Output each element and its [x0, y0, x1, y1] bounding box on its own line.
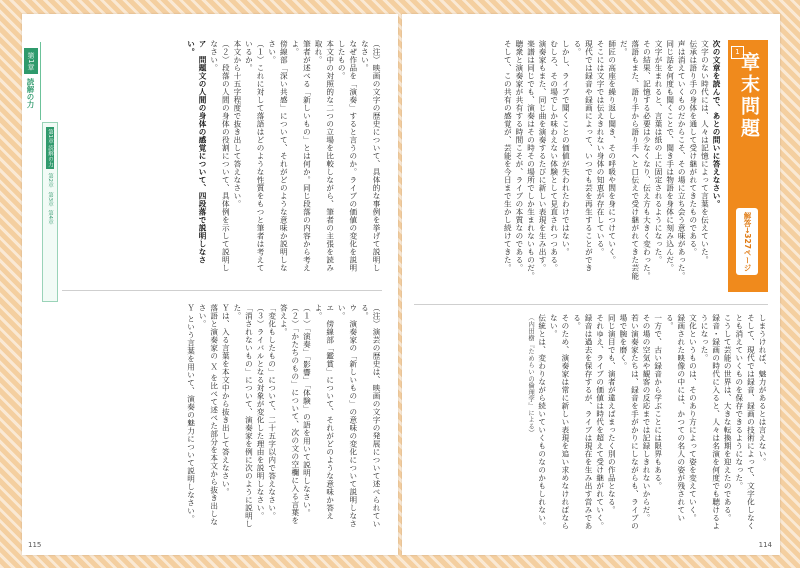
text-line: 文化というものは、そのあり方によって姿を変えていく。 [688, 314, 698, 522]
chapter-nav [42, 122, 58, 302]
text-line: 本文から十五字程度で抜き出して答えなさい。 [232, 40, 242, 208]
text-line: 本文中の対照的な二つの立場を比較しながら、筆者の主張を読み取れ。 [314, 40, 335, 272]
text-line: そのため、演奏家は常に新しい表現を追い求めなければならない。 [549, 314, 570, 530]
text-line: その場の空気や観客の反応までは記録しきれないからだ。 [642, 314, 652, 522]
instruction: 次の文章を読んで、あとの問いに答えなさい。 [712, 40, 721, 208]
right-page [402, 14, 780, 555]
text-line: 文字が生まれると、言葉は紙の上に固定されるようになった。 [654, 40, 664, 264]
text-line: しまうければ、魅力があるとは言えない。 [758, 314, 767, 466]
question-badge: 1 [731, 46, 744, 59]
text-line: 楽譜は同じでも、演奏はその時その場所でしか生まれないものだ。 [526, 40, 536, 280]
text-line: なぜ作品を「演奏」すると言うのか。ライブの価値の変化を説明したもの。 [337, 40, 358, 272]
nav-item-2[interactable]: 第2章 [47, 173, 53, 188]
text-line: 同じ話を何度も聞くことで、聞き手は物語を身体に刻み込んだ。 [665, 40, 675, 272]
text-line: Ｙは、入る言葉を本文中から抜き出して答えなさい。 [221, 304, 231, 496]
text-line: 一方で、古い録音から学ぶことには限界もある。 [653, 314, 663, 490]
text-line: 若い演奏家たちは、録音を手がかりにしながらも、ライブの場で腕を磨く。 [618, 314, 640, 530]
chapter-number: 第1章 [24, 48, 38, 74]
book-spread [22, 14, 780, 555]
nav-item-1[interactable]: 第1章 読解の力 [47, 129, 53, 168]
text-line: むしろ、その場でしか味わえない体験として見直されつつある。 [549, 40, 559, 272]
answer-reference[interactable]: 解答→327ページ [736, 208, 758, 275]
text-line: エ 傍線部「鑑賞」について、それがどのような意味か答えよ。 [314, 304, 335, 520]
chapter-tab[interactable] [22, 42, 41, 120]
text-line: （３）ライバルとなる対象が変化した理由を説明しなさい。 [256, 304, 266, 520]
text-line: 傍線部「深い共感」について、それがどのような意味か説明しなさい。 [267, 40, 289, 272]
chapter-label: 読解の力 [26, 78, 35, 108]
text-line: （２）「かたちのもの」について、次の文の空欄に入る言葉を答えよ。 [279, 304, 300, 525]
text-line: 師匠の高座を繰り返し聞き、その呼吸や間を身につけていく。 [607, 40, 617, 264]
text-line: 声は消えていくものだからこそ、その場に立ち会う意味があった。 [677, 40, 687, 280]
text-line: 伝承は語り手の身体を通して受け継がれてきたものである。 [688, 40, 698, 256]
text-line: ア 問題文の人間の身体の感覚について、四段落で説明しなさい。 [186, 40, 208, 264]
left-top-text [64, 40, 382, 276]
nav-item-3[interactable]: 第3章 [47, 191, 53, 207]
text-line: 録音・録画の時代に入ると、人々は名演を何度でも聴けるようになった。 [700, 314, 721, 530]
left-bottom-text [64, 304, 382, 530]
text-line: 落語もまた、語り手から語り手へと口伝えで受け継がれてきた芸能だ。 [619, 40, 640, 280]
text-line: そこには文字では伝えきれない身体の知恵が存在している。 [596, 40, 606, 256]
text-line: （注）映画の文字の歴史について、具体的な事例を挙げて説明しなさい。 [360, 40, 381, 272]
text-line: こうして芸能の世界は、大きな転換期を迎えたのである。 [723, 314, 733, 522]
page-number-left: 115 [28, 541, 42, 549]
text-line: ウ 演奏家の「新しいもの」の意味の変化について説明しなさい。 [337, 304, 358, 528]
right-bottom-text [414, 314, 768, 532]
section-divider [414, 304, 768, 305]
text-line: 聴衆と演奏家が共有する時間こそが、ライブの本質なのである。 [514, 40, 524, 272]
text-line: 「消されないもの」について、演奏家を例に次のように説明した。 [232, 304, 254, 528]
page-number-right: 114 [758, 541, 772, 549]
text-line: 録音は過去を保存するが、ライブは現在を生み出す営みである。 [572, 314, 594, 530]
left-page [22, 14, 398, 555]
source-citation: （内田樹『ためらいの倫理学』による） [527, 314, 536, 437]
text-line: しかし、ライブで聞くことの価値が失われたわけではない。 [561, 40, 571, 256]
text-line: それゆえ、ライブの価値は時代を超えて受け継がれていく。 [595, 314, 605, 530]
text-line: そして、この共有の感覚が、芸能を今日まで生かし続けてきた。 [503, 40, 513, 272]
text-line: （注）演芸の歴史は、映画の文字の発展について述べられている。 [360, 304, 381, 528]
text-line: Ｙ という言葉を用いて、演奏の魅力について説明しなさい。 [186, 304, 196, 523]
text-line: 現代では録音や録画によって、いつでも芸を再生することができる。 [572, 40, 594, 272]
section-divider [62, 290, 382, 291]
text-line: 演奏家もまた、同じ曲を演奏するたびに新しい表現を生み出す。 [538, 40, 548, 272]
text-line: 文字のない時代には、人々は記憶によって言葉を伝えていた。 [700, 40, 710, 264]
nav-item-4[interactable]: 第4章 [47, 210, 53, 225]
text-line: （２）段落の人間の身体の役割について、具体例を示して説明しなさい。 [209, 40, 231, 272]
text-line: 落語と演奏家の Ｘ を比べて述べた部分を本文から抜き出しなさい。 [198, 304, 219, 526]
text-line: 「変化もしたもの」について、二十五字以内で答えなさい。 [267, 304, 277, 520]
text-line: （１）「演奏」「影響」「体験」の語を用いて説明しなさい。 [302, 304, 312, 517]
text-line: 録画された映像の中には、かつての名人の姿が残されている。 [665, 314, 686, 522]
text-line: 伝統とは、変わりながら続いていくものなのかもしれない。 [537, 314, 547, 530]
right-top-text [414, 40, 722, 284]
text-line: 同じ演目でも、演者が違えばまったく別の作品となる。 [607, 314, 617, 514]
text-line: （１）これに対して落語はどのような性質をもつと筆者は考えているか。 [244, 40, 266, 272]
section-title: 章末問題 [738, 52, 760, 140]
text-line: 筆者が述べる「新しいもの」とは何か。同じ段落の内容から考えよ。 [290, 40, 312, 272]
text-line: その結果、記憶する必要は少なくなり、伝え方も大きく変わった。 [642, 40, 652, 280]
chapter-end-title-block [728, 40, 768, 292]
text-line: そして、現代では録音、録画の技術によって、文字化しなくとも消えていくものを保存できるようになった。 [734, 314, 756, 530]
